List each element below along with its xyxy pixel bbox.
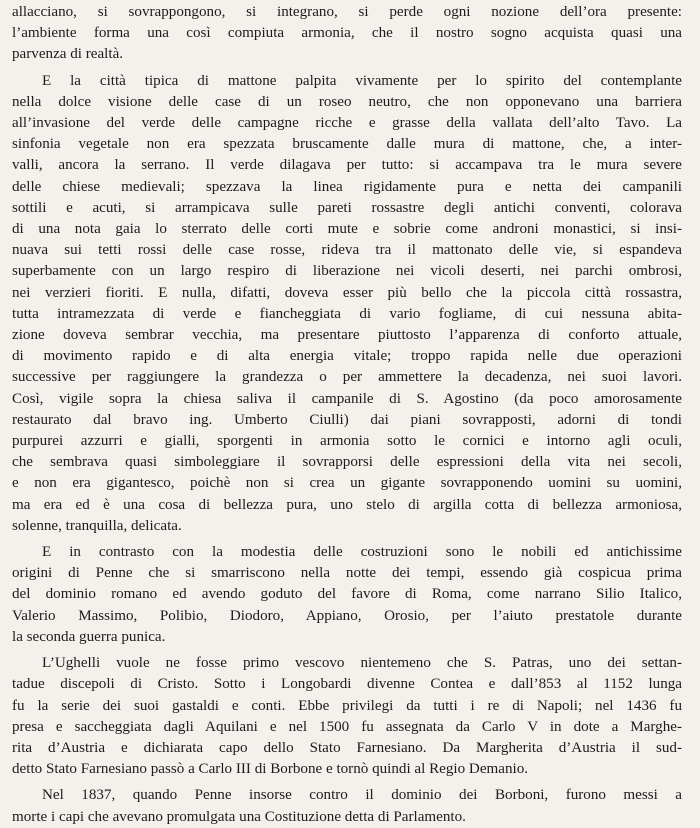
text-line: restaurato dal bravo ing. Umberto Ciulli) dai piani sovrapposti, adorni di tondi [12, 411, 682, 428]
text-line: purpurei azzurri e gialli, sporgenti in armonia sotto le cornici e intorno agli oculi, [12, 433, 682, 450]
text-line: nuava sui tetti rossi delle case rosse, rideva tra il mattonato delle vie, si espandeva [12, 242, 682, 259]
text-line: zione doveva sembrar vecchia, ma presentare piuttosto l’apparenza di conforto attuale, [12, 327, 682, 344]
text-line: fu la serie dei suoi gastaldi e conti. Ebbe privilegi da tutti i re di Napoli; nel 1436 fu [12, 697, 682, 714]
text-line: detto Stato Farnesiano passò a Carlo III di Borbone e tornò quindi al Regio Demanio. [12, 761, 529, 778]
text-line: superbamente con un largo respiro di liberazione nei vicoli deserti, nei parchi ombrosi, [12, 263, 682, 280]
paragraph-4 [12, 653, 682, 780]
text-line: di movimento rapido e di alta energia vitale; troppo rapida nelle due operazioni [12, 348, 682, 365]
paragraph-3 [12, 542, 682, 648]
text-line: e non era gigantesco, poichè non si crea un gigante sovrapponendo uomini su uomini, [12, 475, 682, 492]
text-line: valli, ancora la serrano. Il verde dilagava per tutto: si accampava tra le mura severe [12, 157, 682, 174]
paragraph-2 [12, 71, 682, 537]
paragraph-5 [12, 785, 682, 827]
text-line: all’invasione del verde delle campagne ricche e grasse della vallata dell’alto Tavo. La [12, 115, 682, 132]
text-line: sinfonia vegetale non era spezzata bruscamente dalle mura di mattone, che, a inter- [12, 136, 682, 153]
text-line: successive per raggiungere la grandezza o per ammettere la decadenza, nei suoi lavori. [12, 369, 682, 386]
paragraph-1 [12, 2, 682, 66]
text-line: nei verzieri fioriti. E nulla, difatti, doveva esser più bello che la piccola città rossastra, [12, 284, 682, 301]
text-line: solenne, tranquilla, delicata. [12, 517, 182, 534]
text-line: origini di Penne che si smarriscono nella notte dei tempi, essendo già cospicua prima [12, 565, 682, 582]
text-line: E in contrasto con la modestia delle costruzioni sono le nobili ed antichissime [42, 544, 682, 561]
text-line: l’ambiente forma una così compiuta armonia, che il nostro sogno acquista quasi una [12, 25, 682, 42]
text-line: ma era ed è una cosa di bellezza pura, uno stelo di argilla cotta di bellezza armoniosa, [12, 496, 682, 513]
text-line: Nel 1837, quando Penne insorse contro il dominio dei Borboni, furono messi a [42, 787, 682, 804]
text-line: Così, vigile sopra la chiesa saliva il campanile di S. Agostino (da poco amorosamente [12, 390, 682, 407]
text-line: parvenza di realtà. [12, 46, 124, 63]
text-line: tutta intramezzata di verde e fiancheggiata di vario fogliame, di cui nessuna abita- [12, 305, 682, 322]
text-line: del dominio romano ed avendo goduto del favore di Roma, come narrano Silio Italico, [12, 586, 682, 603]
text-line: morte i capi che avevano promulgata una Costituzione detta di Parlamento. [12, 808, 466, 825]
text-line: che sembrava quasi simboleggiare il sovrapporsi delle espressioni della vita nei secoli, [12, 454, 682, 471]
text-line: presa e saccheggiata dagli Aquilani e nel 1500 fu assegnata da Carlo V in dote a Marghe- [12, 718, 682, 735]
text-line: sottili e acuti, si arrampicava sulle pareti rossastre degli antichi conventi, colorava [12, 199, 682, 216]
text-line: E la città tipica di mattone palpita vivamente per lo spirito del contemplante [42, 72, 682, 89]
text-line: la seconda guerra punica. [12, 628, 166, 645]
text-line: nella dolce visione delle case di un roseo neutro, che non opponevano una barriera [12, 93, 682, 110]
text-line: allacciano, si sovrappongono, si integrano, si perde ogni nozione dell’ora presente: [12, 4, 682, 20]
text-line: rita d’Austria e dichiarata capo dello Stato Farnesiano. Da Margherita d’Austria il sud- [12, 739, 682, 756]
text-line: di una nota gaia lo sterrato delle corti mute e sobrie come androni monastici, si insi- [12, 221, 682, 238]
text-line: L’Ughelli vuole ne fosse primo vescovo nientemeno che S. Patras, uno dei settan- [42, 655, 682, 672]
text-line: delle chiese medievali; spezzava la linea rigidamente pura e netta dei campanili [12, 178, 682, 195]
text-line: tadue discepoli di Cristo. Sotto i Longobardi divenne Contea e dall’853 al 1152 lunga [12, 676, 682, 693]
text-line: Valerio Massimo, Polibio, Diodoro, Appiano, Orosio, per l’aiuto prestatole durante [12, 607, 682, 624]
